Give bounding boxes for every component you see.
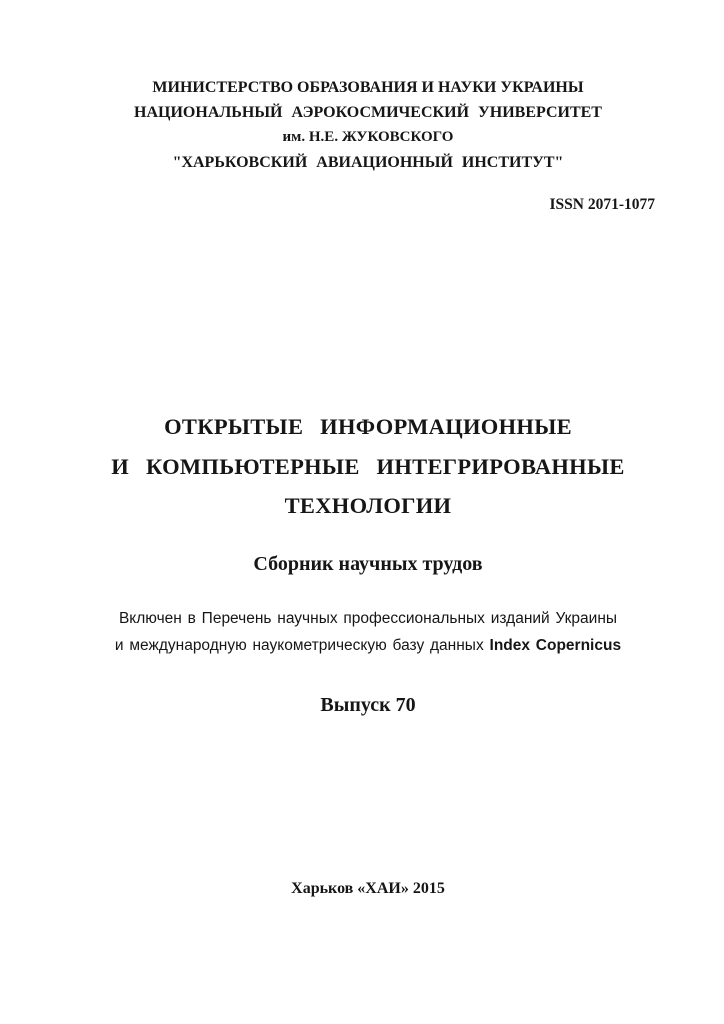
main-title-line-3: ТЕХНОЛОГИИ [284,493,452,519]
indexing-note-line-2-text: и международную наукометрическую базу данных [114,637,484,654]
ministry-line: МИНИСТЕРСТВО ОБРАЗОВАНИЯ И НАУКИ УКРАИНЫ [152,79,584,96]
main-title-line-1: ОТКРЫТЫЕ ИНФОРМАЦИОННЫЕ [164,414,572,439]
organization-header [82,75,654,175]
issn-number: ISSN 2071-1077 [549,196,655,213]
main-title-line-2: И КОМПЬЮТЕРНЫЕ ИНТЕГРИРОВАННЫЕ [111,453,625,479]
university-line: НАЦИОНАЛЬНЫЙ АЭРОКОСМИЧЕСКИЙ УНИВЕРСИТЕТ [134,104,602,121]
main-title [82,407,654,526]
named-after-line: им. Н.Е. ЖУКОВСКОГО [282,129,454,145]
imprint-line: Харьков «ХАИ» 2015 [291,880,445,897]
indexing-note [82,605,654,659]
institute-line: "ХАРЬКОВСКИЙ АВИАЦИОННЫЙ ИНСТИТУТ" [172,154,564,171]
issue-number: Выпуск 70 [320,694,416,716]
subtitle: Сборник научных трудов [253,553,483,575]
indexing-note-line-1: Включен в Перечень научных профессиональных изданий Украины [118,610,618,627]
indexing-note-line-2 [82,632,654,659]
index-copernicus-label: Index Copernicus [489,637,622,654]
